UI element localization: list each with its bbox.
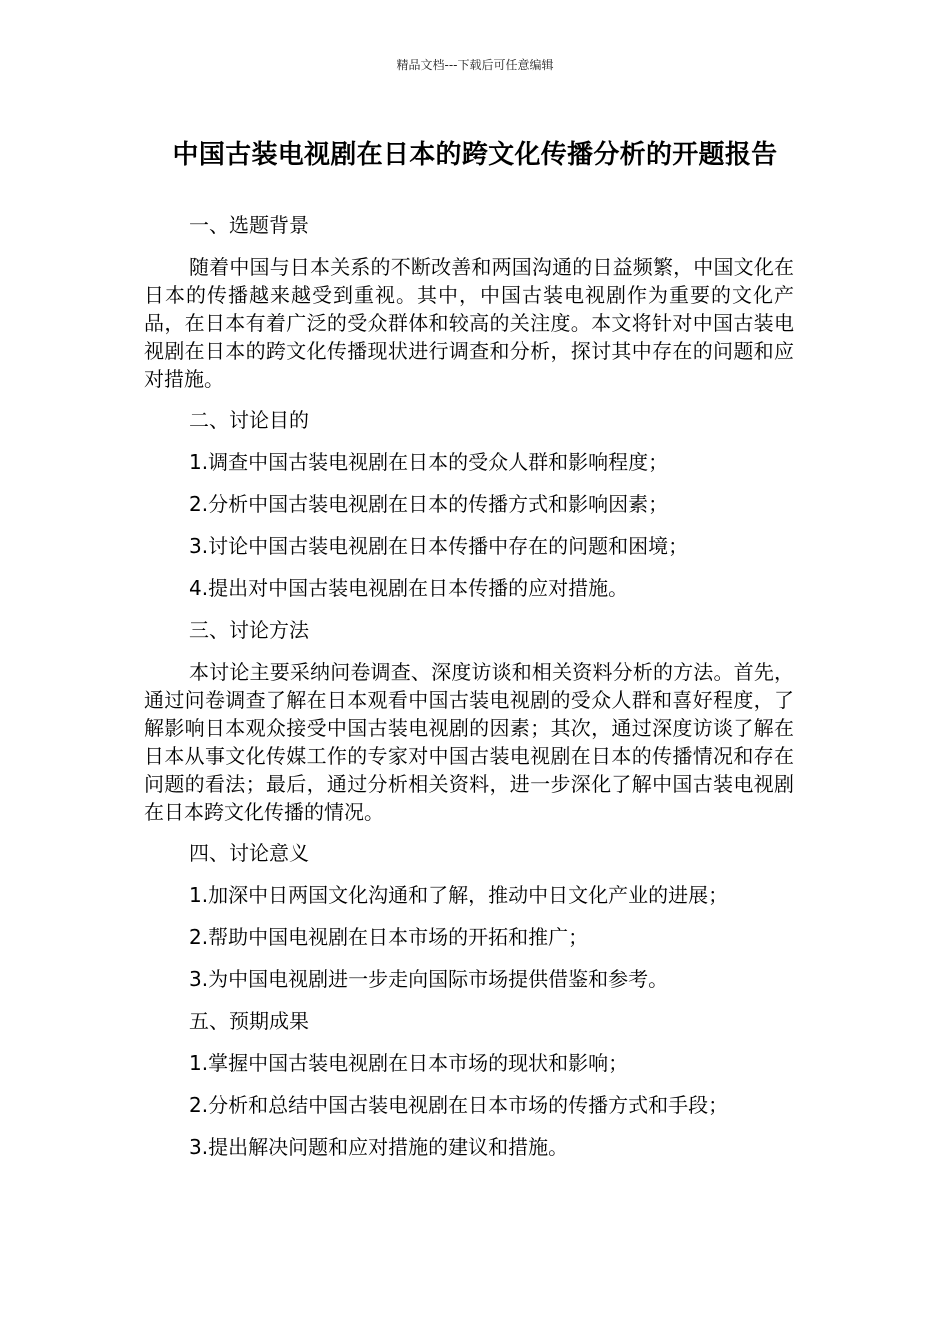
outcome-item-3: 3.提出解决问题和应对措施的建议和措施。 [189, 1135, 569, 1159]
section-heading-background: 一、选题背景 [189, 213, 309, 237]
section-heading-significance: 四、讨论意义 [189, 841, 309, 865]
purpose-item-3: 3.讨论中国古装电视剧在日本传播中存在的问题和困境； [189, 534, 689, 558]
method-paragraph: 本讨论主要采纳问卷调查、深度访谈和相关资料分析的方法。首先，通过问卷调查了解在日本观看中国古装电视剧的受众人群和喜好程度，了解影响日本观众接受中国古装电视剧的因素；其次，通过深度访谈了解在日本从事文化传媒工作的专家对中国古装电视剧在日本的传播情况和存在问题的看法；最后，通过分析相关资料，进一步深化了解中国古装电视剧在日本跨文化传播的情况。 [144, 660, 794, 824]
section-heading-outcomes: 五、预期成果 [189, 1009, 309, 1033]
document-body [144, 211, 794, 1175]
document-title: 中国古装电视剧在日本的跨文化传播分析的开题报告 [172, 140, 778, 170]
outcome-item-2: 2.分析和总结中国古装电视剧在日本市场的传播方式和手段； [189, 1093, 729, 1117]
page-header: 精品文档---下载后可任意编辑 [396, 58, 554, 72]
section-heading-method: 三、讨论方法 [189, 618, 309, 642]
significance-item-1: 1.加深中日两国文化沟通和了解，推动中日文化产业的进展； [189, 883, 729, 907]
purpose-item-4: 4.提出对中国古装电视剧在日本传播的应对措施。 [189, 576, 629, 600]
background-paragraph: 随着中国与日本关系的不断改善和两国沟通的日益频繁，中国文化在日本的传播越来越受到重视。其中，中国古装电视剧作为重要的文化产品，在日本有着广泛的受众群体和较高的关注度。本文将针对中国古装电视剧在日本的跨文化传播现状进行调查和分析，探讨其中存在的问题和应对措施。 [144, 255, 794, 391]
significance-item-3: 3.为中国电视剧进一步走向国际市场提供借鉴和参考。 [189, 967, 669, 991]
significance-item-2: 2.帮助中国电视剧在日本市场的开拓和推广； [189, 925, 589, 949]
section-heading-purpose: 二、讨论目的 [189, 408, 309, 432]
outcome-item-1: 1.掌握中国古装电视剧在日本市场的现状和影响； [189, 1051, 629, 1075]
purpose-item-2: 2.分析中国古装电视剧在日本的传播方式和影响因素； [189, 492, 669, 516]
purpose-item-1: 1.调查中国古装电视剧在日本的受众人群和影响程度； [189, 450, 669, 474]
